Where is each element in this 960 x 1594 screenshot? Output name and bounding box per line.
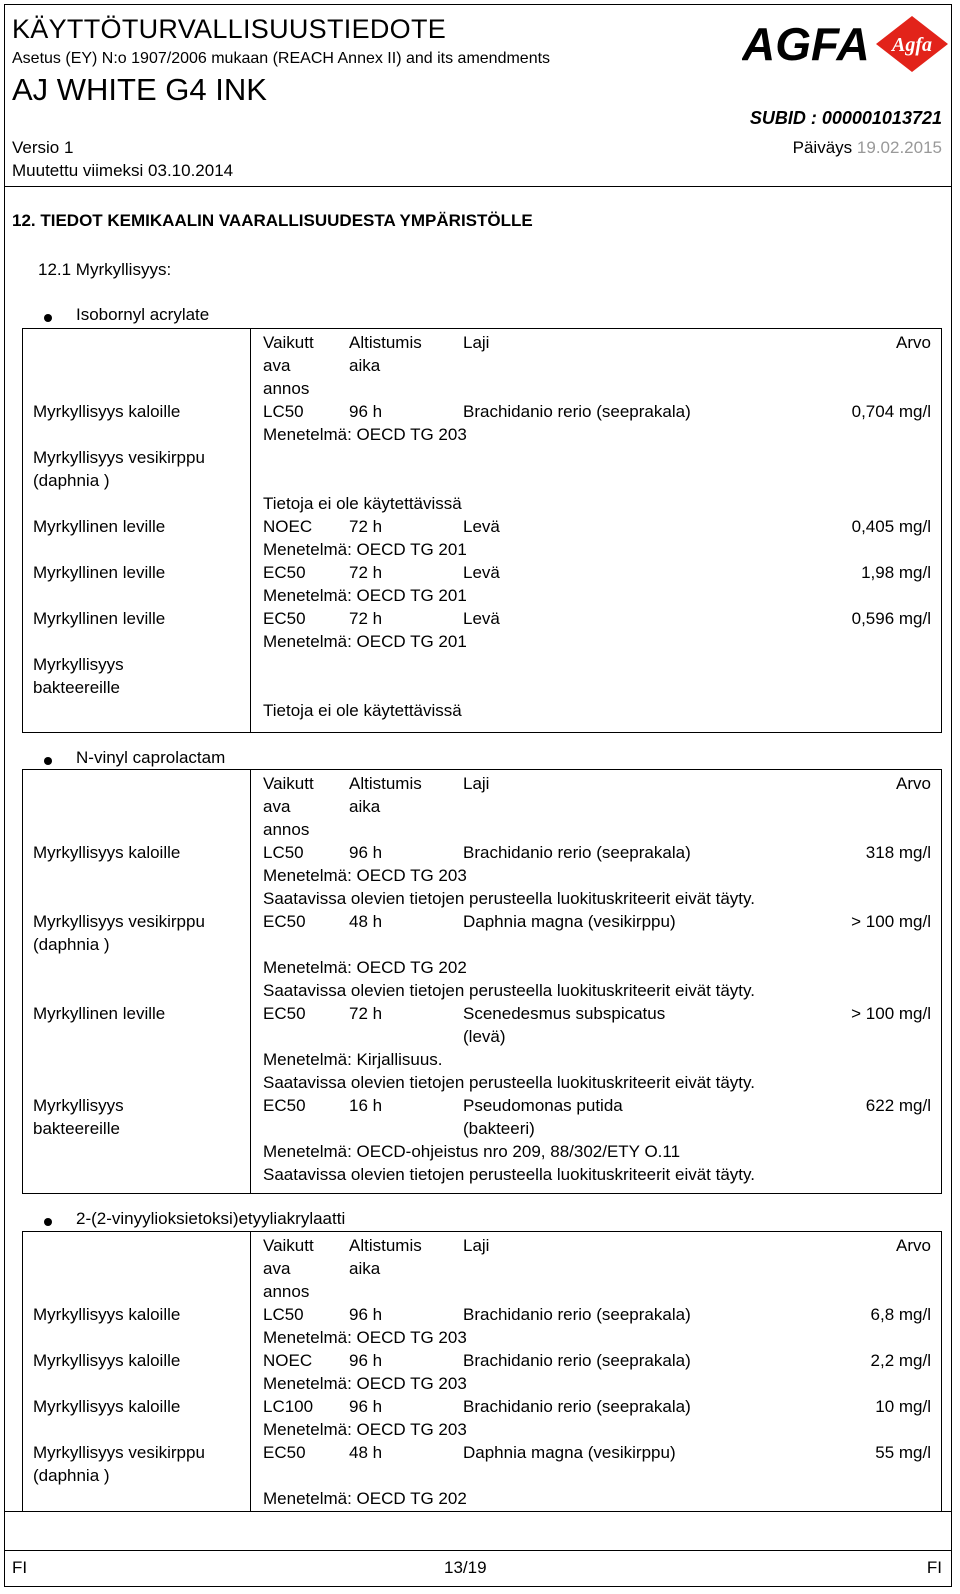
col-species: Laji — [463, 1236, 490, 1255]
row-label: Myrkyllisyys kaloille — [33, 1305, 181, 1324]
row-label: Myrkyllisyys bakteereille — [33, 655, 124, 697]
value: 0,596 mg/l — [851, 609, 931, 628]
species: Levä — [463, 609, 500, 628]
exposure-time: 72 h — [349, 517, 383, 536]
date-value: 19.02.2015 — [856, 138, 942, 157]
col-exposure: Altistumis aika — [349, 774, 422, 816]
logo-badge-icon — [876, 16, 948, 72]
value: 0,405 mg/l — [851, 517, 931, 536]
dose: EC50 — [263, 1443, 306, 1462]
classification-note: Saatavissa olevien tietojen perusteella luokituskriteerit eivät täyty. — [263, 1073, 755, 1092]
col-species: Laji — [463, 774, 490, 793]
method: Menetelmä: OECD TG 201 — [263, 632, 467, 651]
product-name: AJ WHITE G4 INK — [12, 72, 267, 107]
value: 1,98 mg/l — [861, 563, 931, 582]
value: 55 mg/l — [875, 1443, 931, 1462]
method: Menetelmä: OECD TG 203 — [263, 1374, 467, 1393]
bullet-icon — [44, 1218, 52, 1226]
species: Brachidanio rerio (seeprakala) — [463, 402, 691, 421]
row-label: Myrkyllinen leville — [33, 563, 166, 582]
value: 2,2 mg/l — [870, 1351, 931, 1370]
col-value: Arvo — [896, 1236, 931, 1255]
exposure-time: 72 h — [349, 609, 383, 628]
row-label: Myrkyllisyys bakteereille — [33, 1096, 124, 1138]
version: Versio 1 — [12, 138, 74, 157]
toxicity-table-2 — [22, 769, 942, 1194]
dose: LC50 — [263, 843, 304, 862]
row-label: Myrkyllisyys kaloille — [33, 843, 181, 862]
document-title: KÄYTTÖTURVALLISUUSTIEDOTE — [12, 14, 447, 44]
section-title: 12. TIEDOT KEMIKAALIN VAARALLISUUDESTA YMPÄRISTÖLLE — [12, 211, 533, 230]
bullet-icon — [44, 757, 52, 765]
dose: LC50 — [263, 402, 304, 421]
method: Menetelmä: OECD TG 201 — [263, 540, 467, 559]
dose: EC50 — [263, 609, 306, 628]
exposure-time: 72 h — [349, 563, 383, 582]
last-modified: Muutettu viimeksi 03.10.2014 — [12, 161, 234, 180]
col-dose: Vaikutt ava annos — [263, 774, 314, 839]
page-number: 13/19 — [444, 1558, 487, 1577]
row-label: Myrkyllinen leville — [33, 609, 166, 628]
dose: NOEC — [263, 517, 313, 536]
header-divider — [4, 186, 952, 187]
species: Scenedesmus subspicatus (levä) — [463, 1004, 666, 1046]
col-exposure: Altistumis aika — [349, 1236, 422, 1278]
method: Menetelmä: OECD TG 202 — [263, 1489, 467, 1508]
row-label: Myrkyllisyys vesikirppu (daphnia ) — [33, 912, 205, 954]
exposure-time: 96 h — [349, 1305, 383, 1324]
logo-badge-text: Agfa — [892, 34, 932, 56]
agfa-logo — [742, 14, 948, 74]
footer-language-right: FI — [926, 1558, 942, 1577]
dose: EC50 — [263, 563, 306, 582]
regulation-line: Asetus (EY) N:o 1907/2006 mukaan (REACH Annex II) and its amendments — [12, 50, 551, 67]
row-label: Myrkyllinen leville — [33, 1004, 166, 1023]
species: Brachidanio rerio (seeprakala) — [463, 1351, 691, 1370]
toxicity-table-3 — [22, 1231, 942, 1512]
classification-note: Saatavissa olevien tietojen perusteella luokituskriteerit eivät täyty. — [263, 889, 755, 908]
value: > 100 mg/l — [851, 1004, 931, 1023]
method: Menetelmä: OECD TG 203 — [263, 1420, 467, 1439]
not-available: Tietoja ei ole käytettävissä — [263, 701, 462, 720]
species: Daphnia magna (vesikirppu) — [463, 1443, 676, 1462]
toxicity-table-1 — [22, 328, 942, 733]
classification-note: Saatavissa olevien tietojen perusteella luokituskriteerit eivät täyty. — [263, 981, 755, 1000]
dose: LC50 — [263, 1305, 304, 1324]
value: 318 mg/l — [865, 843, 931, 862]
col-dose: Vaikutt ava annos — [263, 333, 314, 398]
method: Menetelmä: OECD-ohjeistus nro 209, 88/302/ETY O.11 — [263, 1142, 681, 1161]
row-label: Myrkyllisyys vesikirppu (daphnia ) — [33, 448, 205, 490]
footer-divider — [4, 1550, 952, 1551]
row-label: Myrkyllisyys kaloille — [33, 1351, 181, 1370]
row-label: Myrkyllisyys kaloille — [33, 1397, 181, 1416]
value: > 100 mg/l — [851, 912, 931, 931]
col-dose: Vaikutt ava annos — [263, 1236, 314, 1301]
method: Menetelmä: OECD TG 202 — [263, 958, 467, 977]
dose: EC50 — [263, 1096, 306, 1115]
col-species: Laji — [463, 333, 490, 352]
row-label: Myrkyllisyys kaloille — [33, 402, 181, 421]
row-label: Myrkyllinen leville — [33, 517, 166, 536]
content-bottom-divider — [4, 1511, 952, 1512]
exposure-time: 96 h — [349, 402, 383, 421]
species: Brachidanio rerio (seeprakala) — [463, 1305, 691, 1324]
exposure-time: 48 h — [349, 1443, 383, 1462]
substance-name: 2-(2-vinyylioksietoksi)etyyliakrylaatti — [76, 1209, 346, 1228]
subid: SUBID : 000001013721 — [749, 108, 942, 128]
value: 6,8 mg/l — [870, 1305, 931, 1324]
method: Menetelmä: Kirjallisuus. — [263, 1050, 443, 1069]
species: Levä — [463, 517, 500, 536]
method: Menetelmä: OECD TG 203 — [263, 425, 467, 444]
footer-language-left: FI — [12, 1558, 28, 1577]
col-value: Arvo — [896, 333, 931, 352]
method: Menetelmä: OECD TG 203 — [263, 1328, 467, 1347]
date-label: Päiväys — [792, 138, 853, 157]
dose: EC50 — [263, 912, 306, 931]
classification-note: Saatavissa olevien tietojen perusteella luokituskriteerit eivät täyty. — [263, 1165, 755, 1184]
species: Brachidanio rerio (seeprakala) — [463, 1397, 691, 1416]
dose: EC50 — [263, 1004, 306, 1023]
value: 622 mg/l — [865, 1096, 931, 1115]
species: Levä — [463, 563, 500, 582]
exposure-time: 96 h — [349, 1397, 383, 1416]
logo-wordmark: AGFA — [742, 18, 870, 70]
dose: LC100 — [263, 1397, 314, 1416]
exposure-time: 72 h — [349, 1004, 383, 1023]
species: Daphnia magna (vesikirppu) — [463, 912, 676, 931]
issue-date — [793, 138, 942, 158]
species: Pseudomonas putida (bakteeri) — [463, 1096, 623, 1138]
row-label: Myrkyllisyys vesikirppu (daphnia ) — [33, 1443, 205, 1485]
exposure-time: 48 h — [349, 912, 383, 931]
substance-name: Isobornyl acrylate — [76, 305, 210, 324]
exposure-time: 16 h — [349, 1096, 383, 1115]
value: 10 mg/l — [875, 1397, 931, 1416]
dose: NOEC — [263, 1351, 313, 1370]
not-available: Tietoja ei ole käytettävissä — [263, 494, 462, 513]
subsection-title: 12.1 Myrkyllisyys: — [38, 260, 172, 279]
method: Menetelmä: OECD TG 203 — [263, 866, 467, 885]
col-exposure: Altistumis aika — [349, 333, 422, 375]
exposure-time: 96 h — [349, 843, 383, 862]
method: Menetelmä: OECD TG 201 — [263, 586, 467, 605]
value: 0,704 mg/l — [851, 402, 931, 421]
species: Brachidanio rerio (seeprakala) — [463, 843, 691, 862]
exposure-time: 96 h — [349, 1351, 383, 1370]
col-value: Arvo — [896, 774, 931, 793]
bullet-icon — [44, 314, 52, 322]
substance-name: N-vinyl caprolactam — [76, 748, 226, 767]
